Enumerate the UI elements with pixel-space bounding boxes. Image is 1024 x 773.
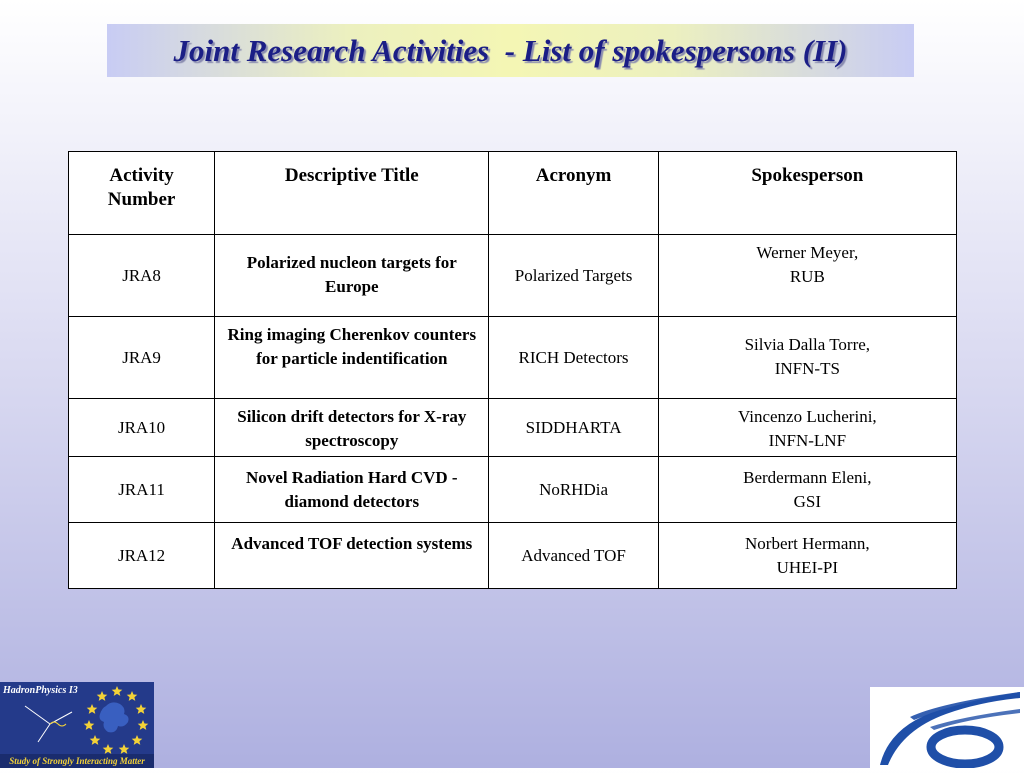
spokesperson-name: Silvia Dalla Torre, [744,335,871,354]
spokesperson-name: Werner Meyer, [756,243,859,262]
header-spokesperson: Spokesperson [658,152,956,235]
spokesperson-institute: RUB [789,267,825,286]
table-row [69,235,957,317]
table-row [69,523,957,589]
spokesperson-name: Vincenzo Lucherini, [737,407,877,426]
header-descriptive-title: Descriptive Title [215,152,489,235]
descriptive-title-cell: Advanced TOF detection systems [215,523,489,589]
spokesperson-cell [658,399,956,457]
acronym-cell: Advanced TOF [489,523,658,589]
acronym-cell: NoRHDia [489,457,658,523]
title-banner [107,24,914,77]
activity-number-cell: JRA9 [69,317,215,399]
spokesperson-cell [658,523,956,589]
hadronphysics-logo [0,682,154,768]
descriptive-title-cell: Silicon drift detectors for X-ray spectroscopy [215,399,489,457]
header-acronym: Acronym [489,152,658,235]
hadronphysics-logo-subtitle: Study of Strongly Interacting Matter [0,754,154,768]
spokesperson-cell [658,235,956,317]
descriptive-title-cell: Ring imaging Cherenkov counters for particle indentification [215,317,489,399]
hadronphysics-logo-title: HadronPhysics I3 [3,685,78,696]
header-activity-number: Activity Number [69,152,215,235]
descriptive-title-cell: Novel Radiation Hard CVD - diamond detectors [215,457,489,523]
spokesperson-institute: GSI [793,492,822,511]
activity-number-cell: JRA8 [69,235,215,317]
fp6-emblem-icon [870,687,1024,768]
activity-number-cell: JRA12 [69,523,215,589]
activity-number-cell: JRA10 [69,399,215,457]
descriptive-title-cell: Polarized nucleon targets for Europe [215,235,489,317]
activity-number-cell: JRA11 [69,457,215,523]
acronym-cell: Polarized Targets [489,235,658,317]
spokesperson-cell [658,457,956,523]
fp6-logo [870,687,1024,768]
slide-title: Joint Research Activities - List of spokespersons (II) [173,32,848,68]
spokespersons-table [68,151,957,589]
table-row [69,399,957,457]
spokesperson-institute: INFN-TS [774,359,840,378]
table-row [69,317,957,399]
table-header-row [69,152,957,235]
spokesperson-cell [658,317,956,399]
acronym-cell: RICH Detectors [489,317,658,399]
spokesperson-institute: INFN-LNF [768,431,847,450]
acronym-cell: SIDDHARTA [489,399,658,457]
spokesperson-name: Norbert Hermann, [745,534,870,553]
spokesperson-institute: UHEI-PI [776,558,839,577]
spokesperson-name: Berdermann Eleni, [743,468,872,487]
table-row [69,457,957,523]
